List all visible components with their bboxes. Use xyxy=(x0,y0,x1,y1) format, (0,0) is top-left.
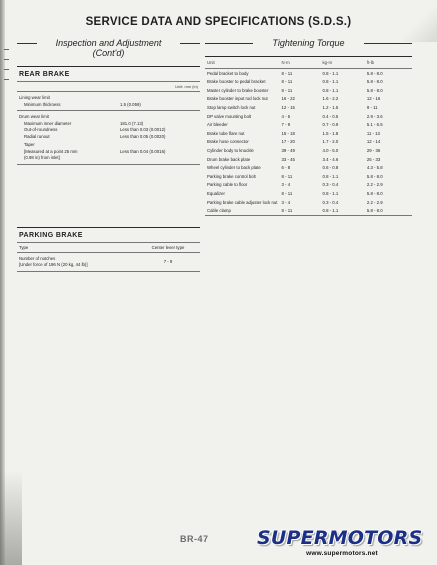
spec-label: Radial runout xyxy=(24,133,50,139)
rear-brake-section xyxy=(17,66,200,165)
drum-wear-label: Drum wear limit xyxy=(19,114,49,119)
lining-wear-group xyxy=(17,92,200,110)
torque-ftlb: 2.2 - 2.9 xyxy=(366,182,383,188)
torque-item: Brake hose connector xyxy=(207,139,249,145)
table-row xyxy=(205,172,412,181)
torque-nm: 12 - 15 xyxy=(281,104,295,110)
torque-item: Wheel cylinder to back plate xyxy=(207,165,261,171)
spec-value: Less than 0.05 (0.0020) xyxy=(120,133,166,139)
torque-kgm: 0.8 - 1.1 xyxy=(322,87,339,93)
torque-kgm: 0.7 - 0.9 xyxy=(322,122,339,128)
torque-nm: 16 - 22 xyxy=(281,96,295,102)
torque-item: Stop lamp switch lock nut xyxy=(207,104,256,110)
torque-item: Cable clamp xyxy=(205,207,280,216)
parking-type-label: Type xyxy=(19,244,29,250)
torque-nm: 4 - 5 xyxy=(281,113,291,119)
torque-item: Equalizer xyxy=(207,190,225,196)
torque-kgm: 0.8 - 1.1 xyxy=(322,70,339,76)
parking-brake-section xyxy=(17,227,200,272)
torque-ftlb: 5.8 - 8.0 xyxy=(366,79,383,85)
spec-value: Less than 0.03 (0.0012) xyxy=(120,127,166,132)
torque-kgm: 1.6 - 2.2 xyxy=(322,96,339,102)
torque-kgm: 0.8 - 1.1 xyxy=(321,207,365,216)
torque-item: Parking cable to floor xyxy=(207,182,248,188)
torque-nm: 7 - 9 xyxy=(281,122,291,128)
table-row xyxy=(205,69,412,78)
torque-nm: 15 - 18 xyxy=(281,130,295,136)
watermark-brand: SUPERMOTORS xyxy=(257,527,423,549)
torque-nm: 17 - 20 xyxy=(281,139,295,145)
torque-ftlb: 12 - 14 xyxy=(366,139,381,145)
page-number: BR-47 xyxy=(180,534,209,544)
table-row xyxy=(205,198,412,207)
torque-nm: 8 - 11 xyxy=(281,173,293,179)
taper-value: Less than 0.04 (0.0016) xyxy=(120,148,166,154)
spec-value: 181.0 (7.13) xyxy=(120,120,144,126)
lining-wear-label: Lining wear limit xyxy=(19,95,50,100)
column-header: Unit xyxy=(207,60,215,65)
torque-kgm: 0.6 - 0.8 xyxy=(322,165,339,171)
spec-value: 1.5 (0.059) xyxy=(120,101,141,107)
parking-notches-value: 7 - 9 xyxy=(163,258,173,264)
torque-item: Air bleeder xyxy=(207,122,228,128)
parking-type-row xyxy=(17,243,200,252)
parking-notches-note: [Under force of 196 N (20 kg, 44 lb)] xyxy=(19,261,88,267)
spec-row xyxy=(19,102,198,109)
torque-table-body xyxy=(205,69,412,216)
table-row xyxy=(205,112,412,121)
inspection-header-sub: (Cont'd) xyxy=(89,48,129,58)
drum-wear-group xyxy=(17,111,200,164)
taper-label: Taper xyxy=(24,142,35,147)
torque-column xyxy=(205,38,412,216)
torque-item: Master cylinder to brake booster xyxy=(207,87,269,93)
table-row xyxy=(205,78,412,87)
inspection-column xyxy=(17,38,200,272)
torque-kgm: 0.4 - 0.5 xyxy=(322,113,339,119)
table-row xyxy=(205,95,412,104)
torque-kgm: 0.3 - 0.4 xyxy=(322,182,339,188)
torque-kgm: 0.8 - 1.1 xyxy=(322,190,339,196)
torque-table-header xyxy=(205,57,412,69)
spec-row xyxy=(19,134,198,141)
table-row xyxy=(205,155,412,164)
torque-kgm: 0.3 - 0.4 xyxy=(322,199,339,205)
table-row xyxy=(205,103,412,112)
parking-brake-title: PARKING BRAKE xyxy=(19,231,83,239)
table-row xyxy=(205,146,412,155)
torque-nm: 33 - 45 xyxy=(281,156,295,162)
spec-label: Minimum thickness xyxy=(24,101,61,107)
torque-item: Drum brake back plate xyxy=(207,156,251,162)
torque-ftlb: 2.9 - 3.6 xyxy=(366,113,383,119)
torque-kgm: 1.7 - 2.0 xyxy=(322,139,339,145)
torque-ftlb: 5.8 - 8.0 xyxy=(366,173,383,179)
torque-item: Brake booster input rod lock nut xyxy=(207,96,268,102)
torque-nm: 8 - 11 xyxy=(280,207,321,216)
torque-kgm: 3.4 - 4.6 xyxy=(322,156,339,162)
torque-ftlb: 29 - 36 xyxy=(366,147,381,153)
taper-note: (0.98 in) from inlet] xyxy=(24,155,60,160)
table-row xyxy=(205,164,412,173)
rear-brake-title: REAR BRAKE xyxy=(19,71,70,78)
torque-ftlb: 5.8 - 8.0 xyxy=(365,207,412,216)
table-row xyxy=(205,86,412,95)
torque-item: Brake tube flare nut xyxy=(207,130,245,136)
parking-notches-label: Number of notches xyxy=(19,255,56,261)
torque-item: Cylinder body to knuckle xyxy=(207,147,254,153)
inspection-header xyxy=(17,38,200,60)
torque-ftlb: 5.1 - 6.5 xyxy=(366,122,383,128)
spec-label: Maximum inner diameter xyxy=(24,120,72,126)
column-header: N·m xyxy=(281,60,290,65)
torque-item: DP valve mounting bolt xyxy=(207,113,252,119)
column-header: ft-lb xyxy=(366,60,375,65)
table-row xyxy=(205,181,412,190)
torque-ftlb: 5.8 - 8.0 xyxy=(366,70,383,76)
taper-note: [Measured at a point 25 mm xyxy=(24,148,78,154)
torque-nm: 6 - 8 xyxy=(281,165,291,171)
binder-marks xyxy=(4,40,12,100)
parking-notches-row xyxy=(17,253,200,271)
watermark-logo xyxy=(257,528,427,560)
torque-nm: 3 - 4 xyxy=(281,182,291,188)
torque-nm: 8 - 11 xyxy=(281,70,293,76)
table-row xyxy=(205,129,412,138)
watermark-url: www.supermotors.net xyxy=(306,550,378,557)
torque-ftlb: 4.3 - 5.8 xyxy=(366,165,383,171)
torque-kgm: 1.2 - 1.5 xyxy=(322,104,339,110)
scan-shadow-bottom xyxy=(0,470,22,565)
torque-nm: 8 - 11 xyxy=(281,87,293,93)
page-title: SERVICE DATA AND SPECIFICATIONS (S.D.S.) xyxy=(85,16,352,28)
torque-ftlb: 25 - 33 xyxy=(366,156,381,162)
torque-ftlb: 9 - 11 xyxy=(366,104,378,110)
table-row xyxy=(205,121,412,130)
column-header: kg-m xyxy=(322,60,333,65)
inspection-header-text: Inspection and Adjustment xyxy=(52,38,166,48)
torque-nm: 8 - 11 xyxy=(281,79,293,85)
torque-kgm: 4.0 - 5.0 xyxy=(322,147,339,153)
torque-item: Parking brake control bolt xyxy=(207,173,256,179)
torque-table xyxy=(205,56,412,216)
torque-ftlb: 11 - 13 xyxy=(366,130,380,136)
spec-label: Out-of-roundness xyxy=(24,127,58,132)
rear-brake-unit: Unit: mm (in) xyxy=(175,84,198,89)
torque-kgm: 1.5 - 1.8 xyxy=(322,130,339,136)
torque-ftlb: 12 - 16 xyxy=(366,96,381,102)
torque-nm: 3 - 4 xyxy=(281,199,291,205)
torque-item: Brake booster to pedal bracket xyxy=(207,79,266,85)
torque-header xyxy=(205,38,412,52)
torque-kgm: 0.8 - 1.1 xyxy=(322,173,339,179)
torque-nm: 39 - 49 xyxy=(281,147,295,153)
torque-nm: 8 - 11 xyxy=(281,190,293,196)
torque-kgm: 0.8 - 1.1 xyxy=(322,79,339,85)
parking-type-value: Center lever type xyxy=(151,244,185,250)
torque-item: Pedal bracket to body xyxy=(207,70,249,76)
torque-ftlb: 5.8 - 8.0 xyxy=(366,87,383,93)
torque-ftlb: 5.8 - 8.0 xyxy=(366,190,383,196)
torque-header-text: Tightening Torque xyxy=(268,38,348,48)
table-row xyxy=(205,138,412,147)
torque-ftlb: 2.2 - 2.9 xyxy=(366,199,383,205)
table-row xyxy=(205,189,412,198)
torque-item: Parking brake cable adjuster lock nut xyxy=(207,199,278,205)
table-row xyxy=(205,207,412,216)
